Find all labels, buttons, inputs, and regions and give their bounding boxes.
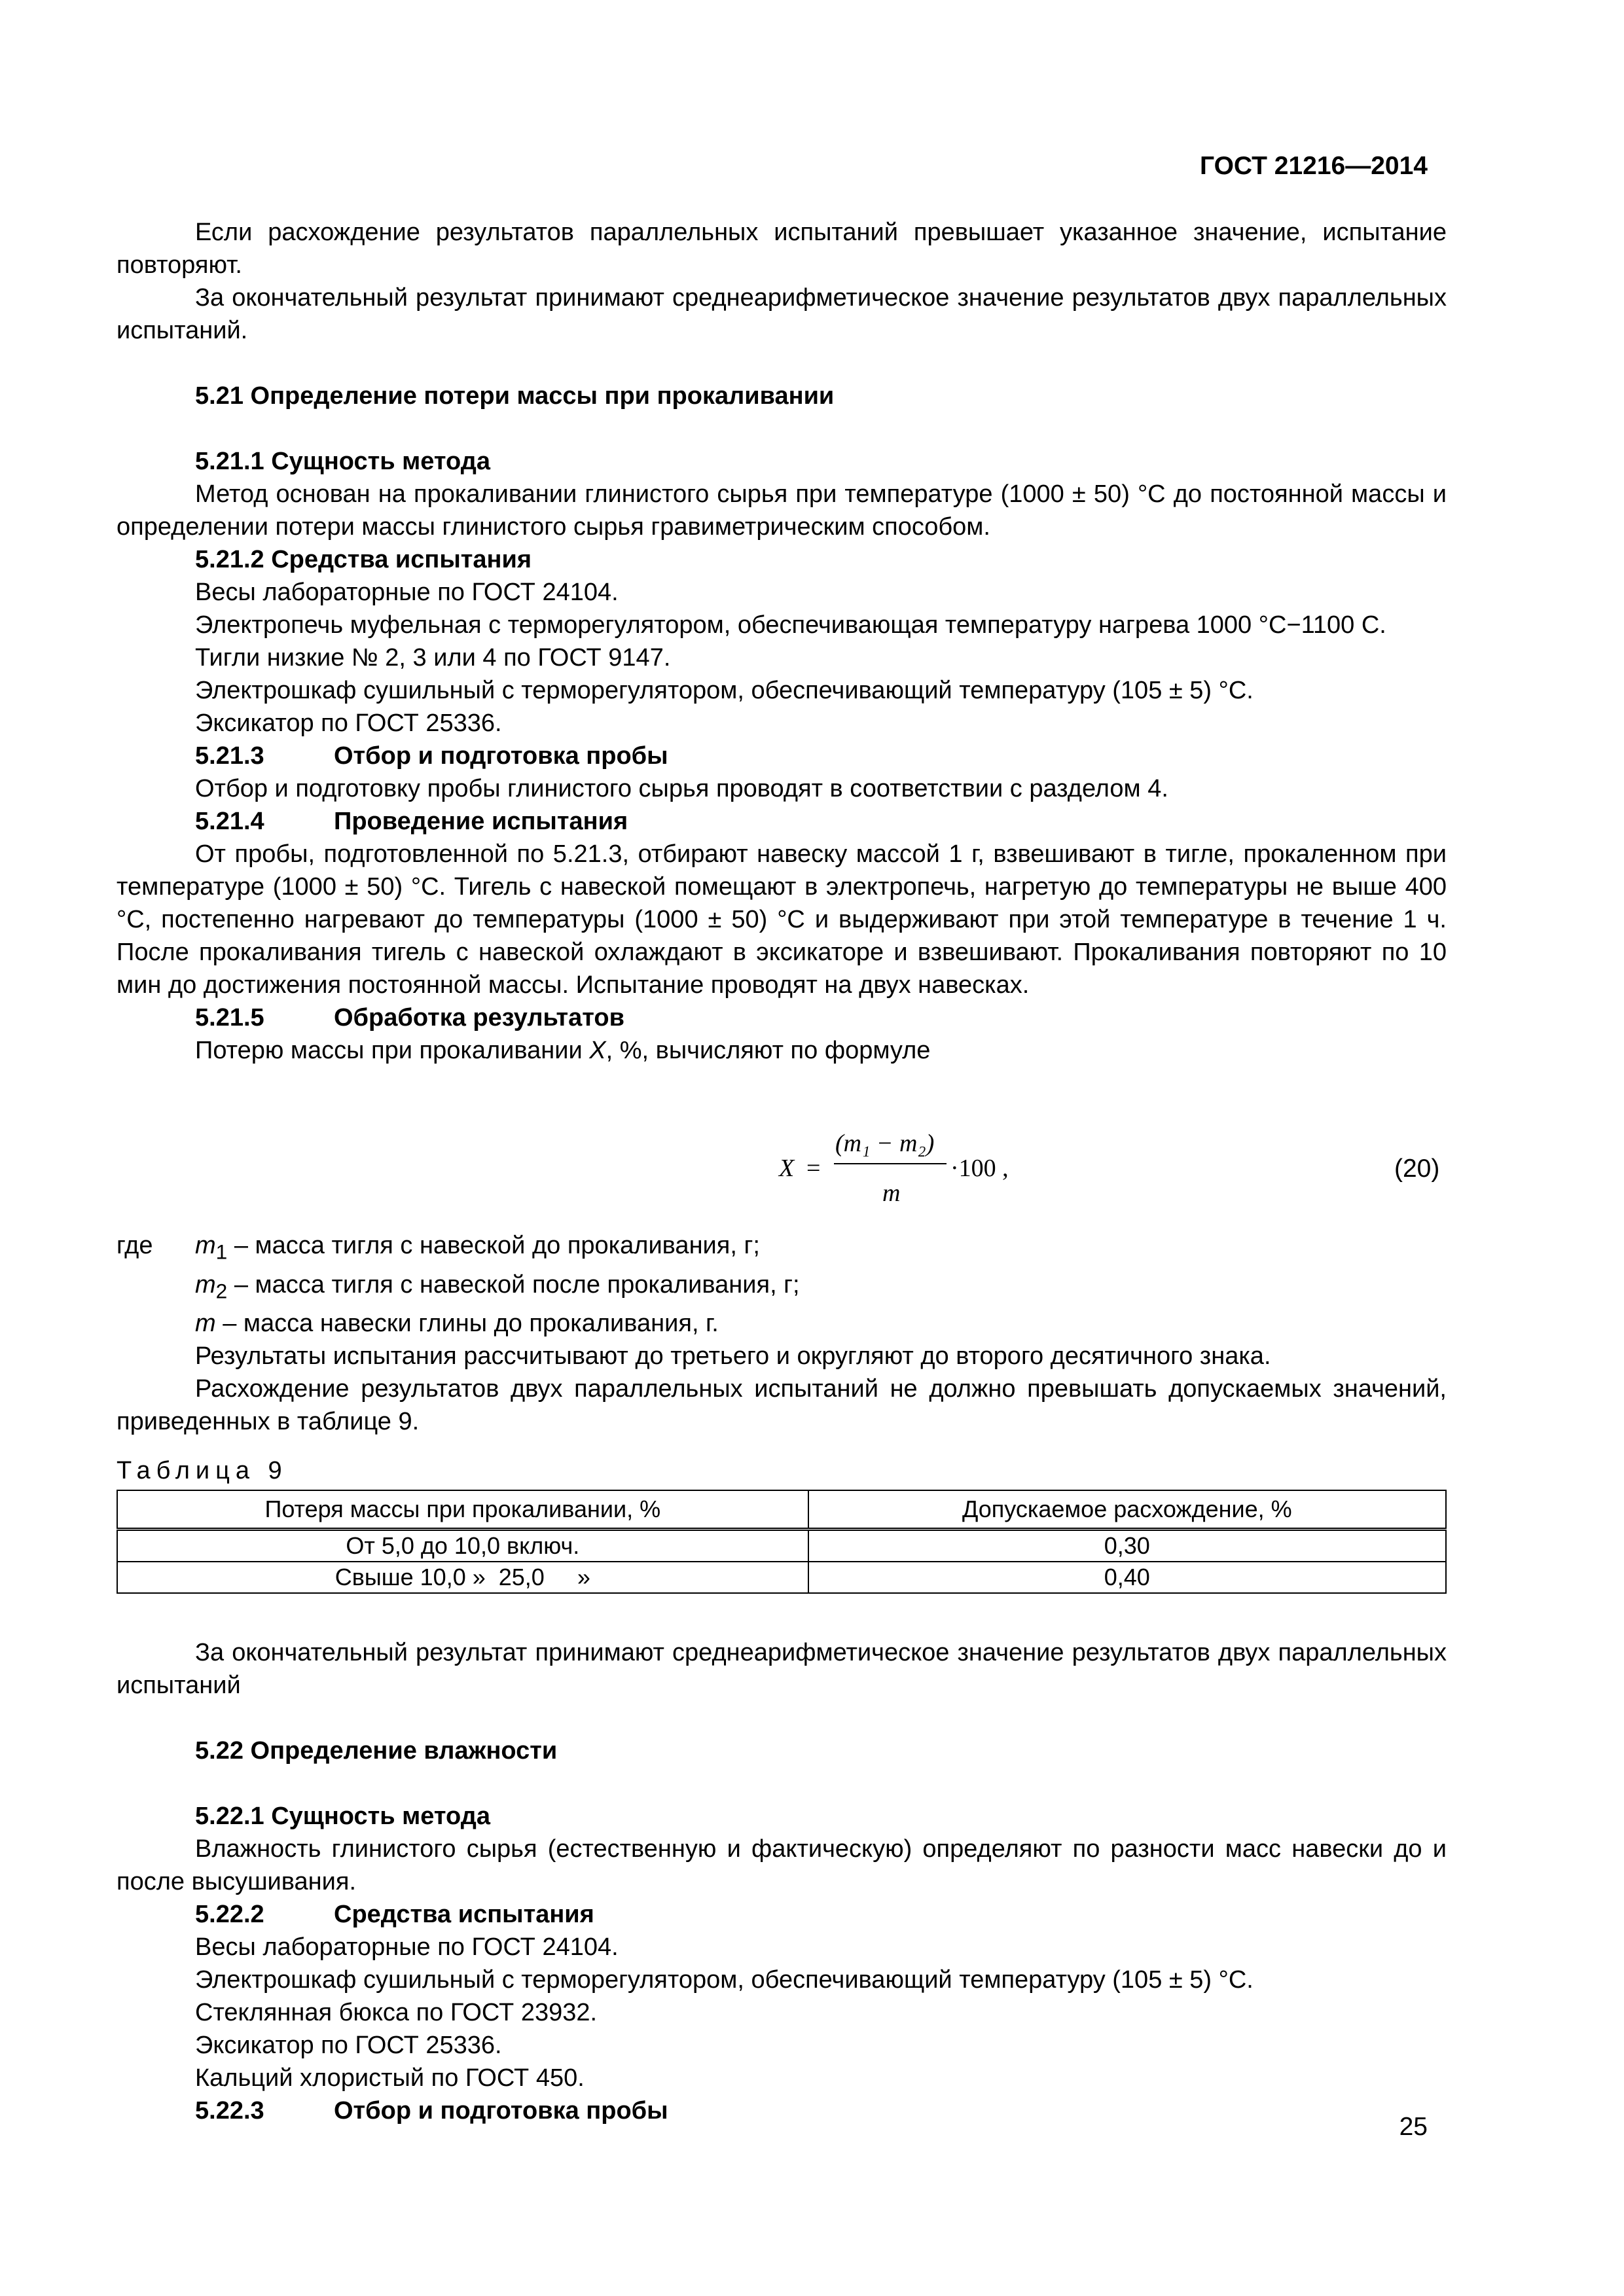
subsection-title: 5.21.2 Средства испытания [195, 546, 532, 573]
body-text-1 [117, 216, 1447, 1067]
subsection-number: 5.21.5 [195, 1004, 264, 1031]
paragraph: За окончательный результат принимают среднеарифметическое значение результатов двух параллельных испытаний. [117, 284, 1447, 344]
subsection-title: 5.22.1 Сущность метода [195, 1803, 490, 1830]
list-item: Электрошкаф сушильный с терморегулятором, обеспечивающий температуру (105 ± 5) °С. [195, 677, 1254, 704]
equation-number: (20) [1394, 1155, 1440, 1183]
body-text-2 [117, 1636, 1447, 2127]
list-item: Тигли низкие № 2, 3 или 4 по ГОСТ 9147. [195, 644, 671, 672]
where-label: где [117, 1232, 153, 1259]
paragraph: Метод основан на прокаливании глинистого сырья при температуре (1000 ± 50) °С до постоянной массы и определении потери массы глинистого сырья гравиметрическим способом. [117, 480, 1447, 541]
table-cell: 0,40 [808, 1562, 1446, 1593]
variable: X [589, 1037, 606, 1064]
subsection-number: 5.21.4 [195, 808, 264, 835]
subsection-title [117, 740, 1447, 772]
variable-row: где $m_1$ – масса тигля с навеской до прокаливания, г; [117, 1229, 1447, 1268]
subsection-title [117, 1001, 1447, 1034]
subsection-label: Средства испытания [334, 1901, 594, 1928]
variable-row: $m_2$ – масса тигля с навеской после прокаливания, г; [195, 1270, 800, 1303]
table-row [117, 1530, 1446, 1562]
table-9 [117, 1490, 1447, 1594]
paragraph: Потерю массы при прокаливании X, %, вычисляют по формуле [195, 1037, 931, 1064]
formula-lhs: X [779, 1155, 795, 1182]
fraction-line [834, 1163, 947, 1164]
subsection-label: Проведение испытания [334, 808, 628, 835]
subsection-label: Отбор и подготовка пробы [334, 742, 668, 770]
subsection-label: Обработка результатов [334, 1004, 624, 1031]
section-title: 5.22 Определение влажности [195, 1737, 558, 1765]
paragraph: Расхождение результатов двух параллельных испытаний не должно превышать допускаемых значений, приведенных в таблице 9. [117, 1375, 1447, 1436]
column-header: Допускаемое расхождение, % [808, 1490, 1446, 1530]
table-caption: Таблица 9 [117, 1457, 288, 1484]
subsection-number: 5.21.3 [195, 742, 264, 770]
table-cell: 0,30 [808, 1530, 1446, 1562]
list-item: Эксикатор по ГОСТ 25336. [195, 2032, 502, 2059]
formula-equals: = [806, 1155, 821, 1182]
page-number: 25 [1399, 2113, 1428, 2141]
list-item: Весы лабораторные по ГОСТ 24104. [195, 579, 619, 606]
paragraph: От пробы, подготовленной по 5.21.3, отбирают навеску массой 1 г, взвешивают в тигле, прокаленном при температуре (1000 ± 50) °С. Тигель с навеской помещают в электропечь, нагретую до температуры не выше 400 °С, постепенно нагревают до температуры (1000 ± 50) °С и выдерживают при этой температуре в течение 1 ч. После прокаливания тигель с навеской охлаждают в эксикаторе и взвешивают. Прокаливания повторяют по 10 мин до достижения постоянной массы. Испытание проводят на двух навесках. [117, 840, 1447, 999]
paragraph: Влажность глинистого сырья (естественную и фактическую) определяют по разности масс навески до и после высушивания. [117, 1835, 1447, 1895]
subsection-label: Отбор и подготовка пробы [334, 2097, 668, 2125]
table-header-row [117, 1490, 1446, 1530]
formula-tail: ·100 , [950, 1155, 1009, 1182]
table-row [117, 1562, 1446, 1593]
table-cell: Свыше 10,0 » 25,0 » [117, 1562, 808, 1593]
subsection-title [117, 2094, 1447, 2127]
paragraph: Если расхождение результатов параллельных испытаний превышает указанное значение, испытание повторяют. [117, 219, 1447, 279]
variable-row: m – масса навески глины до прокаливания, г. [195, 1310, 719, 1338]
paragraph: Отбор и подготовку пробы глинистого сырья проводят в соответствии с разделом 4. [195, 775, 1168, 802]
subsection-number: 5.22.3 [195, 2097, 264, 2125]
subsection-title [117, 805, 1447, 838]
list-item: Электрошкаф сушильный с терморегулятором, обеспечивающий температуру (105 ± 5) °С. [195, 1966, 1254, 1994]
formula-denominator: m [882, 1179, 901, 1207]
list-item: Весы лабораторные по ГОСТ 24104. [195, 1933, 619, 1961]
subsection-number: 5.22.2 [195, 1901, 264, 1928]
section-title: 5.21 Определение потери массы при прокаливании [195, 382, 835, 410]
table-cell: От 5,0 до 10,0 включ. [117, 1530, 808, 1562]
list-item: Электропечь муфельная с терморегулятором, обеспечивающая температуру нагрева 1000 °С−1100 С. [195, 611, 1386, 639]
document-header: ГОСТ 21216—2014 [1200, 152, 1428, 180]
column-header: Потеря массы при прокаливании, % [117, 1490, 808, 1530]
list-item: Кальций хлористый по ГОСТ 450. [195, 2064, 585, 2092]
list-item: Эксикатор по ГОСТ 25336. [195, 709, 502, 737]
subsection-title [117, 1898, 1447, 1931]
paragraph: За окончательный результат принимают среднеарифметическое значение результатов двух параллельных испытаний [117, 1639, 1447, 1699]
subsection-title: 5.21.1 Сущность метода [195, 448, 490, 475]
formula-numerator: (m₁ − m₂) [835, 1130, 935, 1157]
paragraph: Результаты испытания рассчитывают до третьего и округляют до второго десятичного знака. [195, 1342, 1271, 1371]
variable-definitions [117, 1229, 1447, 1438]
list-item: Стеклянная бюкса по ГОСТ 23932. [195, 1999, 598, 2026]
